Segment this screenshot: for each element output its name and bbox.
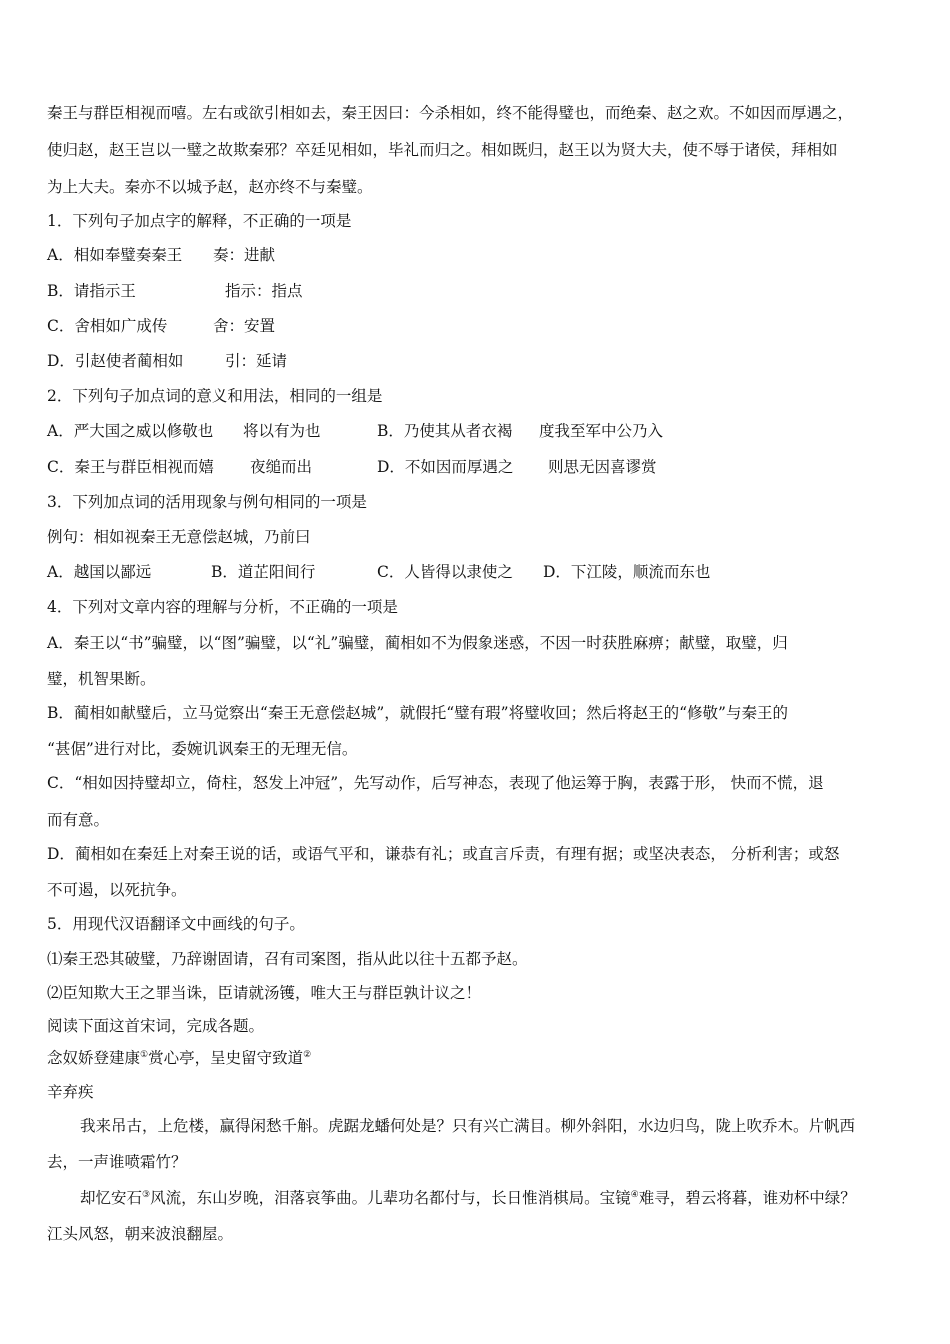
q3-option-b: B．道芷阳间行 bbox=[211, 563, 316, 581]
poem-author: 辛弃疾 bbox=[47, 1083, 94, 1101]
passage-line-3: 为上大夫。秦亦不以城予赵，赵亦终不与秦璧。 bbox=[47, 178, 373, 196]
passage-line-2: 使归赵，赵王岂以一璧之故欺秦邪？卒廷见相如，毕礼而归之。相如既归，赵王以为贤大夫，使不辱于诸侯，拜相如 bbox=[47, 141, 838, 159]
q4-c-line-2: 而有意。 bbox=[47, 811, 110, 829]
poem-intro: 阅读下面这首宋词，完成各题。 bbox=[47, 1017, 265, 1035]
poem-stanza-2-line-1 bbox=[80, 1188, 905, 1208]
q2-c-compare: 夜缒而出 bbox=[250, 458, 313, 476]
poem-stanza-2-line-2: 江头风怒，朝来波浪翻屋。 bbox=[47, 1225, 234, 1243]
footnote-marker-3: ③ bbox=[142, 1189, 151, 1200]
q2-b-sentence: B．乃使其从者衣褐 bbox=[377, 422, 513, 440]
q2-a-compare: 将以有为也 bbox=[243, 422, 321, 440]
q4-d-line-2: 不可遏，以死抗争。 bbox=[47, 881, 187, 899]
q1-d-label: D．引赵使者蔺相如 bbox=[47, 352, 184, 370]
q4-d-line-1: D．蔺相如在秦廷上对秦王说的话，或语气平和，谦恭有礼；或直言斥责，有理有据；或坚决表态， 分析利害；或怒 bbox=[47, 845, 840, 863]
q4-b-line-2: “甚倨”进行对比，委婉讥讽秦王的无理无信。 bbox=[47, 740, 358, 758]
q1-a-gloss: 奏：进献 bbox=[213, 246, 276, 264]
q1-c-gloss: 舍：安置 bbox=[213, 317, 276, 335]
poem-title-main: 念奴娇登建康 bbox=[47, 1049, 141, 1067]
poem-s2-part-2: 风流，东山岁晚，泪落哀筝曲。儿辈功名都付与，长日惟消棋局。宝镜 bbox=[150, 1189, 631, 1207]
q1-c-label: C．舍相如广成传 bbox=[47, 317, 168, 335]
q3-example: 例句：相如视秦王无意偿赵城，乃前曰 bbox=[47, 528, 311, 546]
footnote-marker-4: ④ bbox=[630, 1189, 639, 1200]
footnote-marker-1: ① bbox=[140, 1049, 149, 1060]
q2-d-compare: 则思无因喜谬赏 bbox=[548, 458, 657, 476]
poem-title-rest: 赏心亭，呈史留守致道 bbox=[148, 1049, 304, 1067]
poem-s2-part-3: 难寻，碧云将暮，谁劝杯中绿？ bbox=[638, 1189, 856, 1207]
q4-a-line-1: A．秦王以“书”骗璧，以“图”骗璧，以“礼”骗璧，蔺相如不为假象迷惑，不因一时获胜麻痹；献璧，取璧，归 bbox=[47, 634, 788, 652]
q3-option-c: C．人皆得以隶使之 bbox=[377, 563, 513, 581]
q4-c-line-1: C．“相如因持璧却立，倚柱，怒发上冲冠”，先写动作，后写神态，表现了他运筹于胸，表露于形， 快而不慌，退 bbox=[47, 774, 824, 792]
q1-stem: 1．下列句子加点字的解释，不正确的一项是 bbox=[47, 212, 352, 230]
q2-stem: 2．下列句子加点词的意义和用法，相同的一组是 bbox=[47, 387, 383, 405]
poem-s2-part-1: 却忆安石 bbox=[80, 1189, 143, 1207]
q2-d-sentence: D．不如因而厚遇之 bbox=[377, 458, 514, 476]
q1-d-gloss: 引：延请 bbox=[225, 352, 288, 370]
q5-sentence-1: ⑴秦王恐其破璧，乃辞谢固请，召有司案图，指从此以往十五都予赵。 bbox=[47, 950, 528, 968]
footnote-marker-2: ② bbox=[303, 1049, 312, 1060]
poem-stanza-1-line-2: 去，一声谁喷霜竹？ bbox=[47, 1153, 187, 1171]
q4-a-line-2: 璧，机智果断。 bbox=[47, 670, 156, 688]
poem-stanza-1-line-1: 我来吊古，上危楼，赢得闲愁千斛。虎踞龙蟠何处是？只有兴亡满目。柳外斜阳，水边归鸟，陇上吹乔木。片帆西 bbox=[80, 1117, 856, 1135]
q4-stem: 4．下列对文章内容的理解与分析，不正确的一项是 bbox=[47, 598, 398, 616]
q4-b-line-1: B．蔺相如献璧后，立马觉察出“秦王无意偿赵城”，就假托“璧有瑕”将璧收回；然后将赵王的“修敬”与秦王的 bbox=[47, 704, 788, 722]
q3-option-a: A．越国以鄙远 bbox=[47, 563, 152, 581]
q2-b-compare: 度我至军中公乃入 bbox=[539, 422, 664, 440]
q3-option-d: D．下江陵，顺流而东也 bbox=[543, 563, 711, 581]
passage-line-1: 秦王与群臣相视而嘻。左右或欲引相如去，秦王因曰：今杀相如，终不能得璧也，而绝秦、赵之欢。不如因而厚遇之， bbox=[47, 104, 854, 122]
q5-sentence-2: ⑵臣知欺大王之罪当诛，臣请就汤镬，唯大王与群臣孰计议之！ bbox=[47, 984, 482, 1002]
q2-a-sentence: A．严大国之威以修敬也 bbox=[47, 422, 214, 440]
q2-c-sentence: C．秦王与群臣相视而嬉 bbox=[47, 458, 214, 476]
poem-title bbox=[47, 1048, 905, 1068]
q3-stem: 3．下列加点词的活用现象与例句相同的一项是 bbox=[47, 493, 367, 511]
q1-a-label: A．相如奉璧奏秦王 bbox=[47, 246, 183, 264]
q1-b-label: B．请指示王 bbox=[47, 282, 136, 300]
q1-b-gloss: 指示：指点 bbox=[225, 282, 303, 300]
q5-stem: 5．用现代汉语翻译文中画线的句子。 bbox=[47, 915, 305, 933]
